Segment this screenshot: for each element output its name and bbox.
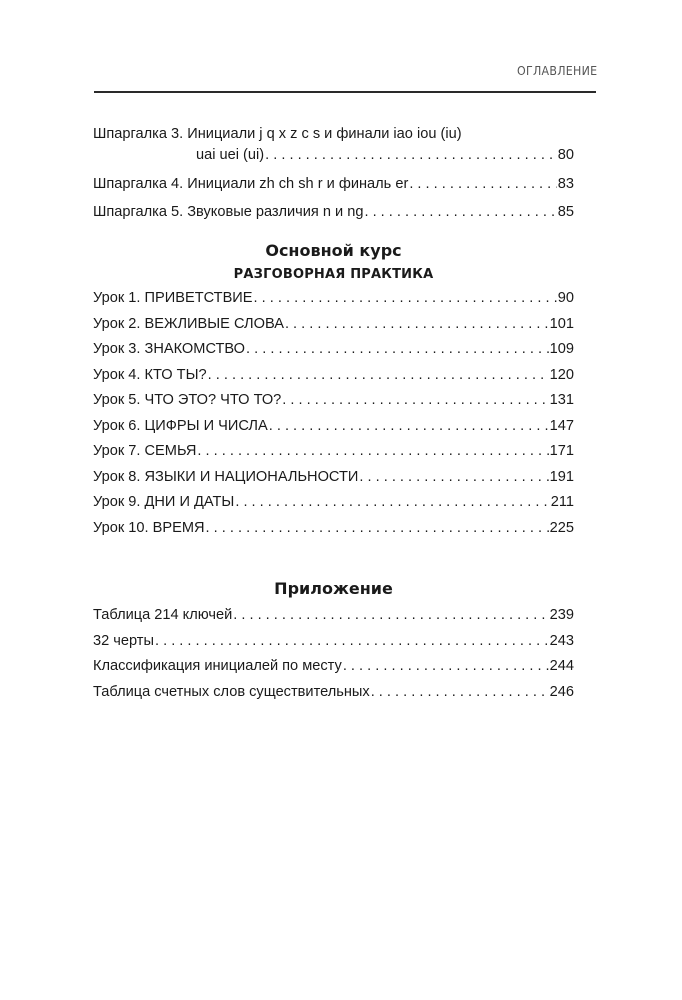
- section-title-main-course: Основной курс: [265, 241, 402, 260]
- toc-page-number: 120: [549, 366, 574, 383]
- toc-entry-label: Урок 9. ДНИ И ДАТЫ: [93, 494, 235, 510]
- toc-page-number: 239: [549, 607, 574, 623]
- toc-entry-label: uai uei (ui): [196, 147, 265, 163]
- toc-entry-cheatsheet-4[interactable]: [93, 172, 574, 198]
- toc-entry-appendix-3[interactable]: [93, 654, 574, 680]
- toc-entry-cheatsheet-3[interactable]: [93, 124, 574, 166]
- toc-entry-label: Урок 6. ЦИФРЫ И ЧИСЛА: [93, 417, 268, 434]
- toc-page-number: 109: [549, 341, 574, 357]
- dot-leader: [206, 516, 549, 542]
- toc-entry-label-line1: Шпаргалка 3. Инициали j q x z c s и финали iao iou (iu): [93, 126, 462, 142]
- toc-page-number: 101: [549, 315, 574, 332]
- toc-page-number: 246: [549, 683, 574, 700]
- toc-entry-label: Урок 2. ВЕЖЛИВЫЕ СЛОВА: [93, 315, 284, 332]
- toc-page-number: 131: [549, 392, 574, 408]
- toc-page-number: 243: [549, 632, 574, 649]
- toc-entry-lesson-2[interactable]: [93, 312, 574, 338]
- dot-leader: [155, 629, 549, 655]
- toc-entry-label: Шпаргалка 4. Инициали zh ch sh r и финаль er: [93, 176, 409, 192]
- toc-entry-lesson-3[interactable]: [93, 337, 574, 363]
- toc-entry-label: Урок 4. КТО ТЫ?: [93, 366, 207, 383]
- toc-entry-label: Урок 8. ЯЗЫКИ И НАЦИОНАЛЬНОСТИ: [93, 468, 359, 485]
- toc-entry-label: Таблица счетных слов существительных: [93, 683, 370, 700]
- toc-page-number: 244: [549, 658, 574, 674]
- dot-leader: [235, 490, 549, 516]
- toc-entry-label: 32 черты: [93, 632, 154, 649]
- toc-entry-label: Урок 3. ЗНАКОМСТВО: [93, 341, 246, 357]
- dot-leader: [269, 414, 549, 440]
- section-subtitle-conversation: РАЗГОВОРНАЯ ПРАКТИКА: [233, 267, 434, 282]
- toc-entry-appendix-4[interactable]: [93, 680, 574, 706]
- toc-page-number: 225: [549, 519, 574, 536]
- dot-leader: [364, 200, 556, 226]
- toc-entry-lesson-4[interactable]: [93, 363, 574, 389]
- toc-page-number: 211: [550, 494, 574, 510]
- dot-leader: [409, 172, 556, 198]
- toc-page-number: 83: [557, 176, 574, 192]
- dot-leader: [265, 144, 557, 166]
- dot-leader: [359, 465, 548, 491]
- toc-entry-lesson-10[interactable]: [93, 516, 574, 542]
- dot-leader: [208, 363, 549, 389]
- toc-entry-lesson-6[interactable]: [93, 414, 574, 440]
- toc-entry-label: Урок 5. ЧТО ЭТО? ЧТО ТО?: [93, 392, 282, 408]
- dot-leader: [233, 603, 548, 629]
- toc-entry-lesson-1[interactable]: [93, 286, 574, 312]
- toc-entry-label: Урок 7. СЕМЬЯ: [93, 443, 197, 459]
- toc-entry-lesson-8[interactable]: [93, 465, 574, 491]
- toc-entry-appendix-1[interactable]: [93, 603, 574, 629]
- toc-entry-lesson-7[interactable]: [93, 439, 574, 465]
- dot-leader: [282, 388, 548, 414]
- dot-leader: [285, 312, 549, 338]
- toc-entry-label: Классификация инициалей по месту: [93, 658, 342, 674]
- table-of-contents: [93, 124, 574, 705]
- toc-page-number: 85: [557, 203, 574, 220]
- running-head: ОГЛАВЛЕНИЕ: [516, 64, 597, 78]
- toc-entry-lesson-9[interactable]: [93, 490, 574, 516]
- toc-page-number: 147: [549, 417, 574, 434]
- section-title-appendix: Приложение: [274, 579, 393, 598]
- toc-entry-label: Таблица 214 ключей: [93, 607, 233, 623]
- toc-entry-lesson-5[interactable]: [93, 388, 574, 414]
- dot-leader: [246, 337, 549, 363]
- toc-entry-label: Урок 10. ВРЕМЯ: [93, 519, 205, 536]
- header-rule: [94, 91, 596, 93]
- dot-leader: [343, 654, 549, 680]
- toc-entry-label: Шпаргалка 5. Звуковые различия n и ng: [93, 203, 364, 220]
- dot-leader: [254, 286, 557, 312]
- toc-page-number: 171: [549, 443, 574, 459]
- toc-entry-cheatsheet-5[interactable]: [93, 200, 574, 226]
- toc-entry-label: Урок 1. ПРИВЕТСТВИЕ: [93, 290, 253, 306]
- toc-page-number: 90: [557, 290, 574, 306]
- toc-entry-appendix-2[interactable]: [93, 629, 574, 655]
- dot-leader: [197, 439, 548, 465]
- dot-leader: [371, 680, 549, 706]
- toc-page-number: 80: [557, 147, 574, 163]
- toc-page-number: 191: [549, 468, 574, 485]
